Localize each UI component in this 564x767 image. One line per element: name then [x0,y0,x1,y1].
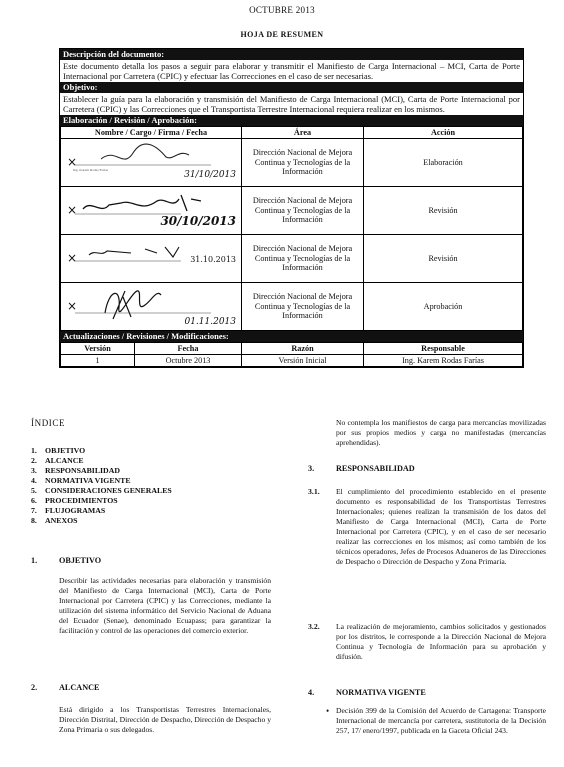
fecha-cell: Octubre 2013 [135,355,242,367]
sign-mark-icon: × [67,203,78,217]
toc-item[interactable]: 8. ANEXOS [31,516,78,525]
summary-box [59,48,524,368]
signature-cell [61,235,242,283]
item-number: 3.1. [308,487,320,496]
action-cell: Aprobación [364,283,523,331]
col-accion: Acción [364,127,523,139]
table-row [61,283,523,331]
col-version: Versión [61,343,135,355]
action-cell: Revisión [364,187,523,235]
section-responsabilidad-heading: 3. RESPONSABILIDAD [308,464,415,473]
area-cell: Dirección Nacional de Mejora Continua y Tecnologías de la Información [242,283,364,331]
toc-item[interactable]: 7. FLUJOGRAMAS [31,506,106,515]
index-title: ÍNDICE [31,418,66,428]
table-row [61,139,523,187]
descripcion-text: Este documento detalla los pasos a seguir para elaborar y transmitir el Manifiesto de Carga Internacional – MCI, Carta de Porte Internacional por Carretera (CPIC) y efectuar las Correcciones en el caso de ser necesarias. [63,61,520,81]
toc-item[interactable]: 2. ALCANCE [31,456,84,465]
action-cell: Revisión [364,235,523,283]
objetivo-header: Objetivo: [60,82,523,93]
section-alcance-text: Está dirigido a los Transportistas Terrestres Internacionales, Dirección Distrital, Dirección de Despacho, Dirección de Despacho y Zona Primaria o sus delegados. [59,705,271,734]
toc-item[interactable]: 5. CONSIDERACIONES GENERALES [31,486,172,495]
area-cell: Dirección Nacional de Mejora Continua y Tecnologías de la Información [242,139,364,187]
versions-table [60,342,523,367]
version-cell: 1 [61,355,135,367]
objetivo-text: Establecer la guía para la elaboración y transmisión del Manifiesto de Carga Internacional (MCI), Carta de Porte Internacional por Carretera (CPIC) y las Correcciones que el Transportista Terrestre Internacional requiera realizar en los mismos. [63,94,520,114]
responsable-cell: Ing. Karem Rodas Farías [364,355,523,367]
sign-mark-icon: × [67,251,78,265]
alcance-continuation: No contempla los manifiestos de carga para mercancías movilizadas por sus propios medios y carga no manifestadas (mercancías aprehendidas). [336,418,546,447]
elaboracion-header: Elaboración / Revisión / Aprobación: [60,115,523,126]
table-row [61,235,523,283]
responsabilidad-3-2-text: La realización de mejoramiento, cambios solicitados y gestionados por los distritos, le corresponde a la Dirección Nacional de Mejora Continua y Tecnología de Información para su aprobación y difusión. [336,622,546,661]
actualizaciones-header: Actualizaciones / Revisiones / Modificaciones: [60,331,523,342]
col-razon: Razón [242,343,364,355]
table-row [61,355,523,367]
section-objetivo-heading: 1. OBJETIVO [31,556,102,565]
col-fecha: Fecha [135,343,242,355]
area-cell: Dirección Nacional de Mejora Continua y Tecnologías de la Información [242,187,364,235]
section-objetivo-text: Describir las actividades necesarias para elaboración y transmisión del Manifiesto de Carga Internacional (MCI), Carta de Porte Internacional por Carretera (CPIC) y las Correcciones, mediante la utilización del sistema informático del Servicio Nacional de Aduana del Ecuador (Senae), denominado Ecuapass; para garantizar la facilitación y control de las operaciones del comercio exterior. [59,576,271,635]
signature-date: 31.10.2013 [190,255,236,264]
bullet-icon: • [326,706,330,716]
toc-item[interactable]: 1. OBJETIVO [31,446,86,455]
signature-cell [61,187,242,235]
signature-date: 01.11.2013 [184,317,236,327]
signature-date: 31/10/2013 [184,170,236,180]
approval-table [60,126,523,331]
toc-item[interactable]: 6. PROCEDIMIENTOS [31,496,118,505]
col-nombre: Nombre / Cargo / Firma / Fecha [61,127,242,139]
sign-mark-icon: × [67,299,78,313]
sign-mark-icon: × [67,155,78,169]
toc-item[interactable]: 4. NORMATIVA VIGENTE [31,476,131,485]
table-row [61,187,523,235]
normativa-bullet-text: Decisión 399 de la Comisión del Acuerdo de Cartagena: Transporte Internacional de mercancía por carretera, sustitutoria de la Decisión 257, 17/ enero/1997, publicada en la Gaceta Oficial 243. [336,706,546,735]
area-cell: Dirección Nacional de Mejora Continua y Tecnologías de la Información [242,235,364,283]
responsabilidad-3-1-text: El cumplimiento del procedimiento establecido en el presente documento es responsabilidad de los Transportistas Terrestres Internacionales; quienes realizan la transmisión de los datos del Manifiesto de Carga Internacional (MCI), Carta de Porte Internacional por Carretera (CPIC), y en el caso de ser necesario realizar las correcciones en los mismos; así como también de los técnicos operadores, Jefes de Procesos Aduaneros de las Direcciones de Despacho o Dirección de Despacho y Zona Primaria. [336,487,546,566]
section-alcance-heading: 2. ALCANCE [31,683,100,692]
col-responsable: Responsable [364,343,523,355]
signer-name: Ing. Karem Rodas Farías [73,168,108,172]
action-cell: Elaboración [364,139,523,187]
section-normativa-heading: 4. NORMATIVA VIGENTE [308,688,426,697]
signature-cell [61,139,242,187]
col-area: Área [242,127,364,139]
signature-cell [61,283,242,331]
razon-cell: Versión Inicial [242,355,364,367]
sheet-title: HOJA DE RESUMEN [240,30,324,39]
table-of-contents [31,446,172,526]
descripcion-header: Descripción del documento: [60,49,523,60]
item-number: 3.2. [308,622,320,631]
toc-item[interactable]: 3. RESPONSABILIDAD [31,466,120,475]
signature-date: 30/10/2013 [160,214,236,228]
document-date: OCTUBRE 2013 [249,5,315,15]
